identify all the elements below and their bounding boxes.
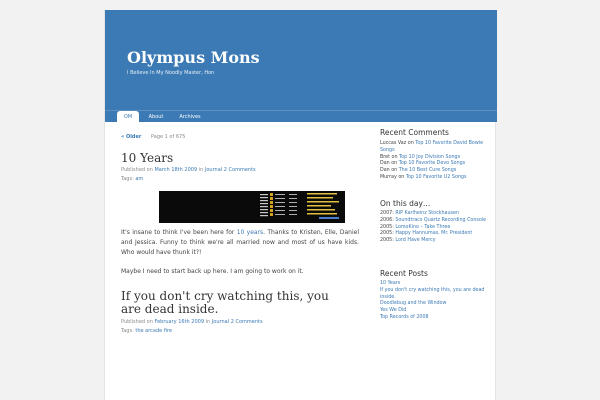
recent-post-link[interactable]: Doodlebug and the Window: [380, 301, 447, 307]
post-body-paragraph-2: Maybe I need to start back up here. I am going to work on it.: [121, 268, 304, 275]
site-title[interactable]: Olympus Mons: [127, 48, 260, 67]
comment-author: Luccas Vaz: [380, 141, 407, 146]
on-label: on: [407, 141, 414, 146]
comments-link[interactable]: 2 Comments: [223, 167, 256, 173]
year-label: 2006:: [380, 217, 394, 223]
image-graphic: [159, 191, 345, 223]
in-label: in: [198, 167, 204, 173]
on-this-day-item: [380, 211, 492, 218]
recent-post-link[interactable]: 10 Years: [380, 281, 401, 286]
on-this-day-link[interactable]: RIP Karlheinz Stockhausen: [395, 211, 460, 216]
recent-posts-list: [380, 281, 492, 322]
recent-comments-heading: Recent Comments: [380, 128, 449, 137]
on-this-day-link[interactable]: Happy Hannumas, Mr. President: [395, 231, 473, 237]
recent-posts-heading: Recent Posts: [380, 269, 428, 278]
comment-author: Dan: [380, 161, 390, 167]
category-link[interactable]: Journal: [204, 167, 223, 173]
post-meta: [121, 167, 256, 173]
post-tags: [121, 176, 143, 182]
older-posts-link[interactable]: « Older: [121, 134, 142, 140]
page-info: Page 1 of 675: [150, 134, 186, 140]
para-text-start: It's insane to think I've been here for: [121, 229, 237, 236]
year-label: 2007:: [380, 211, 394, 216]
on-this-day-link[interactable]: Lord Have Mercy: [395, 238, 436, 244]
on-this-day-heading: On this day…: [380, 199, 431, 208]
tag-link[interactable]: am: [135, 176, 144, 182]
post-body-paragraph: [121, 228, 359, 258]
post-date-link[interactable]: March 18th 2009: [154, 167, 198, 173]
recent-post-link[interactable]: If you don't cry watching this, you are dead inside.: [380, 287, 485, 300]
published-label: Published on: [121, 167, 153, 173]
post-tags-2: [121, 328, 172, 334]
site-tagline: I Believe In My Noodly Master, Hon: [127, 70, 215, 76]
published-label: Published on: [121, 319, 153, 325]
on-this-day-link[interactable]: Soundtracs Quartz Recording Console: [395, 217, 487, 223]
on-label: on: [391, 161, 398, 167]
comment-author: Bret: [380, 154, 390, 160]
recent-post-link[interactable]: Yes We Did: [380, 308, 407, 314]
on-label: on: [398, 174, 405, 180]
comment-post-link[interactable]: Top 10 Joy Division Songs: [399, 154, 461, 160]
tab-about[interactable]: About: [148, 114, 164, 120]
comment-item: [380, 175, 492, 182]
post-meta-2: [121, 319, 263, 325]
para-text-end: . Thanks to Kristen, Elle, Daniel and Jessica. Funny to think we're all married now and most of us have kids. Who would have thunk it?!: [121, 229, 359, 256]
on-this-day-item: [380, 218, 492, 225]
post-image[interactable]: [159, 191, 345, 223]
on-label: on: [391, 154, 398, 160]
tab-om[interactable]: OM: [117, 111, 139, 123]
comment-post-link[interactable]: Top 10 Favorite David Bowie Songs: [380, 141, 484, 153]
ten-years-link[interactable]: 10 years: [236, 229, 264, 236]
on-this-day-item: [380, 238, 492, 245]
comment-item: [380, 141, 492, 155]
in-label: in: [205, 319, 211, 325]
page-container: [104, 10, 496, 400]
year-label: 2005:: [380, 224, 394, 230]
comment-post-link[interactable]: Top 10 Favorite U2 Songs: [405, 174, 467, 180]
post-date-link[interactable]: February 16th 2009: [154, 319, 205, 325]
recent-comments-list: [380, 141, 492, 182]
tab-archives[interactable]: Archives: [179, 114, 201, 120]
post-title[interactable]: 10 Years: [121, 151, 174, 165]
tags-label: Tags:: [121, 328, 134, 334]
comments-link[interactable]: 2 Comments: [230, 319, 263, 325]
year-label: 2005:: [380, 231, 394, 237]
main-nav: [105, 110, 497, 122]
recent-post-link[interactable]: Top Records of 2008: [380, 314, 429, 320]
comment-post-link[interactable]: The 10 Best Cure Songs: [398, 168, 457, 174]
year-label: 2005:: [380, 238, 394, 244]
comment-item: [380, 168, 492, 175]
comment-author: Murray: [380, 174, 397, 180]
post-title-2[interactable]: If you don't cry watching this, you are dead inside.: [121, 289, 329, 316]
pager: [121, 134, 185, 140]
comment-author: Dan: [380, 168, 390, 174]
tag-link[interactable]: the arcade fire: [135, 328, 172, 334]
on-this-day-link[interactable]: LomoKino – Take Three: [395, 224, 451, 230]
on-this-day-list: [380, 211, 492, 245]
tags-label: Tags:: [121, 176, 134, 182]
on-label: on: [391, 168, 398, 174]
category-link[interactable]: Journal: [211, 319, 230, 325]
comment-post-link[interactable]: Top 10 Favorite Devo Songs: [398, 161, 466, 167]
site-header: [105, 10, 497, 110]
